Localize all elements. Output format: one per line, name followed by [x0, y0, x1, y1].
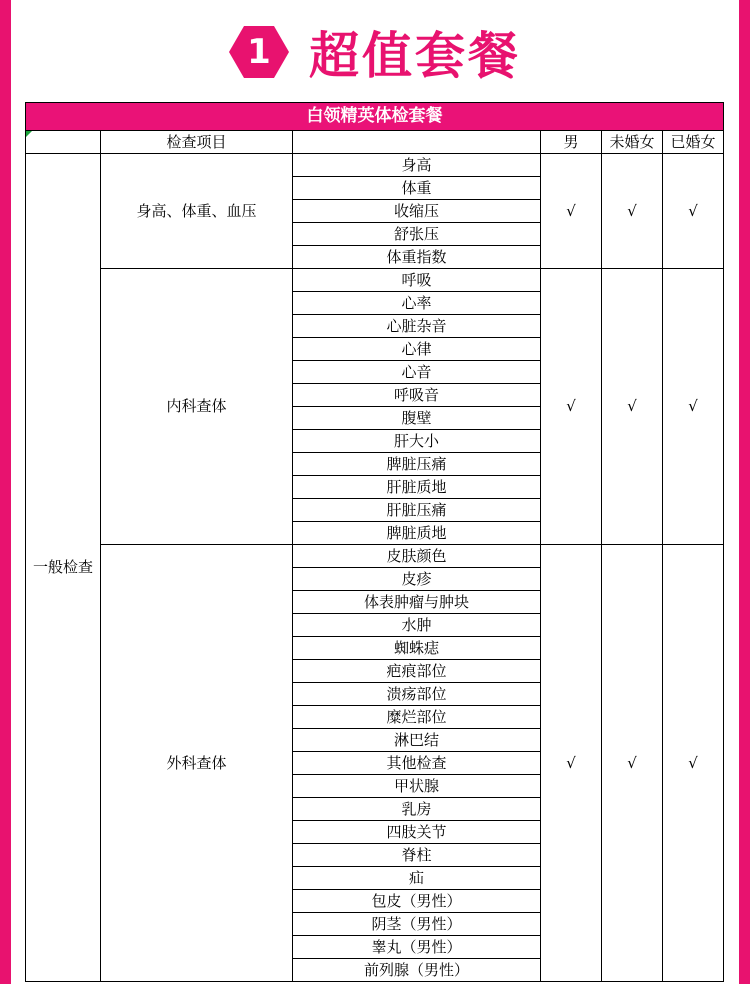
number-badge — [229, 26, 289, 78]
detail-item-cell: 体重 — [293, 177, 541, 200]
detail-item-cell: 淋巴结 — [293, 729, 541, 752]
group-name-cell: 外科查体 — [101, 545, 293, 982]
table-body — [26, 154, 724, 982]
group-name-cell: 身高、体重、血压 — [101, 154, 293, 269]
detail-item-cell: 皮疹 — [293, 568, 541, 591]
detail-item-cell: 心音 — [293, 361, 541, 384]
banner-row — [26, 103, 724, 131]
detail-item-cell: 身高 — [293, 154, 541, 177]
married-female-check-cell: √ — [663, 154, 724, 269]
unmarried-female-check-cell: √ — [602, 154, 663, 269]
column-header-row — [26, 131, 724, 154]
detail-item-cell: 心脏杂音 — [293, 315, 541, 338]
married-female-check-cell: √ — [663, 545, 724, 982]
detail-item-cell: 呼吸 — [293, 269, 541, 292]
detail-item-cell: 疤痕部位 — [293, 660, 541, 683]
detail-item-cell: 四肢关节 — [293, 821, 541, 844]
detail-item-cell: 呼吸音 — [293, 384, 541, 407]
column-header-category — [26, 131, 101, 154]
detail-item-cell: 体表肿瘤与肿块 — [293, 591, 541, 614]
detail-item-cell: 包皮（男性） — [293, 890, 541, 913]
section-number: 1 — [247, 32, 271, 72]
column-header-married-female: 已婚女 — [663, 131, 724, 154]
unmarried-female-check-cell: √ — [602, 269, 663, 545]
section-header — [11, 14, 739, 90]
detail-item-cell: 前列腺（男性） — [293, 959, 541, 982]
male-check-cell: √ — [541, 154, 602, 269]
page-title: 超值套餐 — [309, 27, 521, 85]
table-banner: 白领精英体检套餐 — [26, 103, 724, 131]
detail-item-cell: 脾脏质地 — [293, 522, 541, 545]
group-name-cell: 内科查体 — [101, 269, 293, 545]
package-table — [25, 102, 724, 982]
detail-item-cell: 其他检查 — [293, 752, 541, 775]
column-header-detail — [293, 131, 541, 154]
detail-item-cell: 水肿 — [293, 614, 541, 637]
detail-item-cell: 甲状腺 — [293, 775, 541, 798]
detail-item-cell: 脊柱 — [293, 844, 541, 867]
married-female-check-cell: √ — [663, 269, 724, 545]
detail-item-cell: 睾丸（男性） — [293, 936, 541, 959]
detail-item-cell: 舒张压 — [293, 223, 541, 246]
detail-item-cell: 收缩压 — [293, 200, 541, 223]
male-check-cell: √ — [541, 269, 602, 545]
male-check-cell: √ — [541, 545, 602, 982]
column-header-male: 男 — [541, 131, 602, 154]
detail-item-cell: 肝大小 — [293, 430, 541, 453]
detail-item-cell: 糜烂部位 — [293, 706, 541, 729]
detail-item-cell: 心率 — [293, 292, 541, 315]
detail-item-cell: 肝脏压痛 — [293, 499, 541, 522]
detail-item-cell: 体重指数 — [293, 246, 541, 269]
detail-item-cell: 溃疡部位 — [293, 683, 541, 706]
table-row — [26, 154, 724, 177]
detail-item-cell: 腹壁 — [293, 407, 541, 430]
table-row — [26, 545, 724, 568]
category-cell: 一般检查 — [26, 154, 101, 982]
detail-item-cell: 心律 — [293, 338, 541, 361]
column-header-unmarried-female: 未婚女 — [602, 131, 663, 154]
detail-item-cell: 阴茎（男性） — [293, 913, 541, 936]
unmarried-female-check-cell: √ — [602, 545, 663, 982]
table-row — [26, 269, 724, 292]
detail-item-cell: 疝 — [293, 867, 541, 890]
detail-item-cell: 皮肤颜色 — [293, 545, 541, 568]
detail-item-cell: 蜘蛛痣 — [293, 637, 541, 660]
detail-item-cell: 肝脏质地 — [293, 476, 541, 499]
detail-item-cell: 脾脏压痛 — [293, 453, 541, 476]
column-header-item: 检查项目 — [101, 131, 293, 154]
detail-item-cell: 乳房 — [293, 798, 541, 821]
